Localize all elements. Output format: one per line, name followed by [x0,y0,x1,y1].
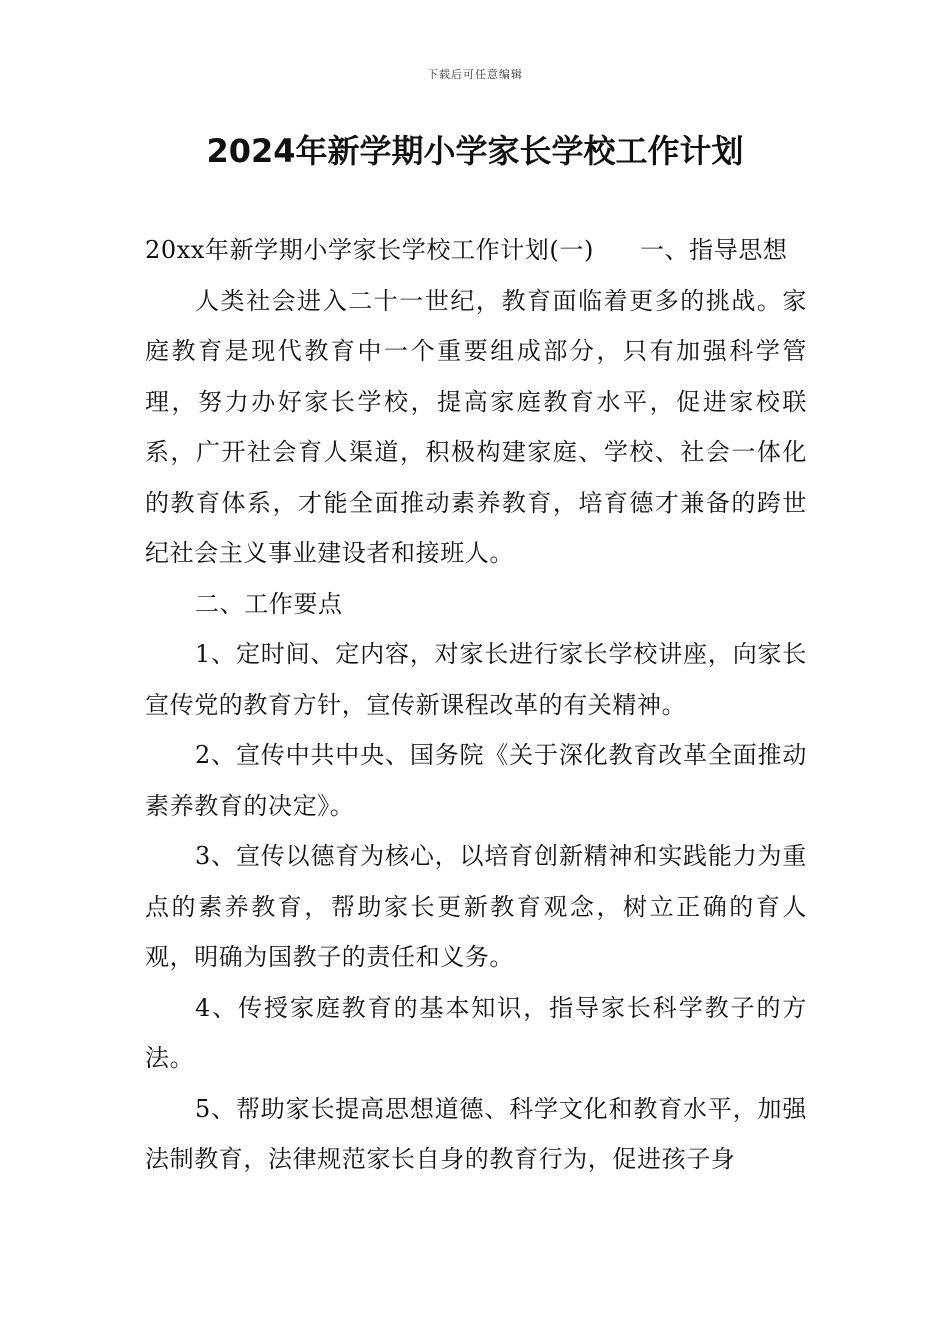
header-note: 下载后可任意编辑 [427,68,523,81]
section1-heading: 一、指导思想 [639,236,788,264]
document-body [145,225,807,1185]
subtitle-line [145,225,807,276]
section2-heading: 二、工作要点 [195,589,343,618]
list-item-3: 3、宣传以德育为核心，以培育创新精神和实践能力为重点的素养教育，帮助家长更新教育观念，树立正确的育人观，明确为国教子的责任和义务。 [145,842,807,971]
paragraph-guiding-thought: 人类社会进入二十一世纪，教育面临着更多的挑战。家庭教育是现代教育中一个重要组成部分，只有加强科学管理，努力办好家长学校，提高家庭教育水平，促进家校联系，广开社会育人渠道，积极构建家庭、学校、社会一体化的教育体系，才能全面推动素养教育，培育德才兼备的跨世纪社会主义事业建设者和接班人。 [145,286,807,567]
list-item-2: 2、宣传中共中央、国务院《关于深化教育改革全面推动素养教育的决定》。 [145,741,807,820]
list-item-5: 5、帮助家长提高思想道德、科学文化和教育水平，加强法制教育，法律规范家长自身的教育行为，促进孩子身 [145,1094,807,1173]
subtitle: 20xx年新学期小学家长学校工作计划(一) [145,236,594,264]
list-item-4: 4、传授家庭教育的基本知识，指导家长科学教子的方法。 [145,993,807,1072]
document-title: 2024年新学期小学家长学校工作计划 [206,132,744,170]
list-item-1: 1、定时间、定内容，对家长进行家长学校讲座，向家长宣传党的教育方针，宣传新课程改革的有关精神。 [145,640,807,719]
